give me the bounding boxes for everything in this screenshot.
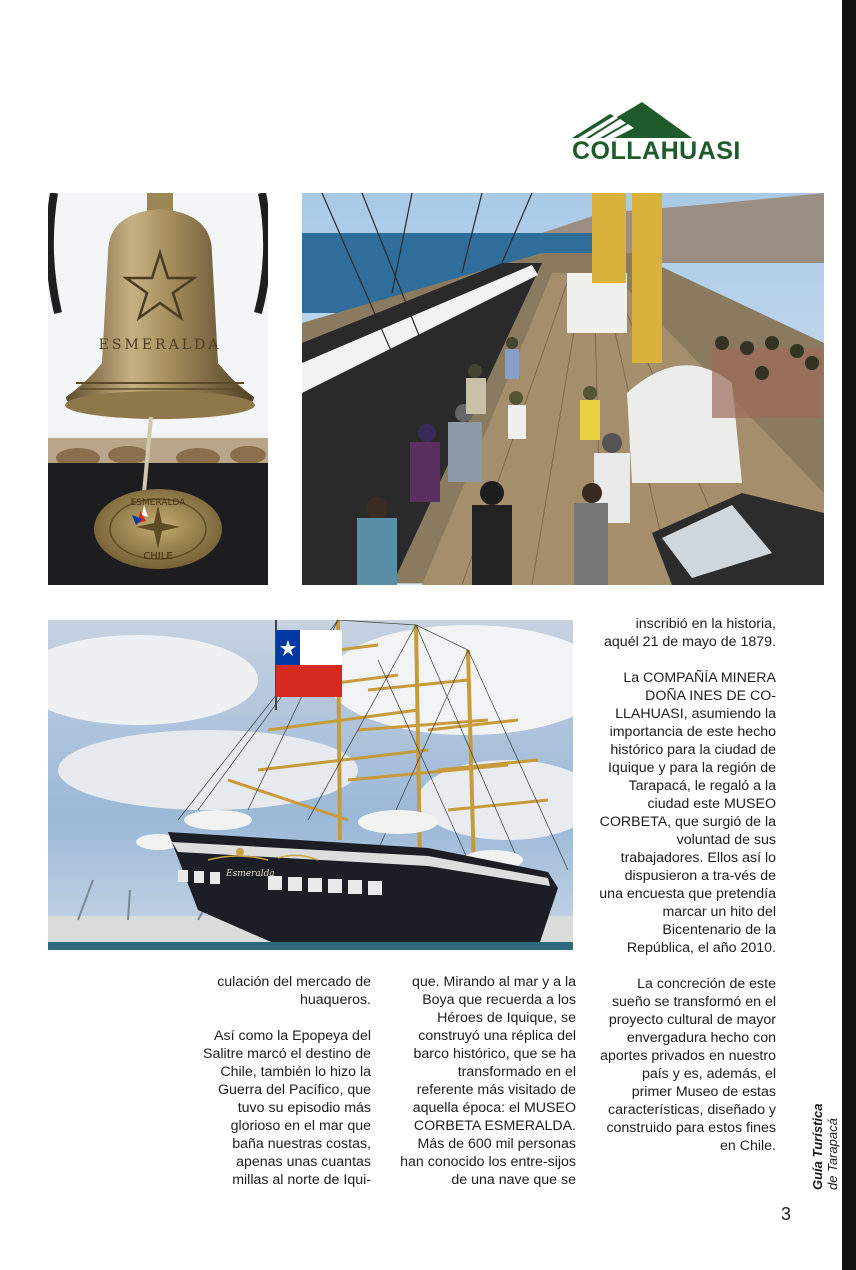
logo-wordmark: COLLAHUASI: [572, 137, 741, 165]
photo-ship: [48, 620, 573, 950]
side-label-subtitle: de Tarapacá: [825, 1118, 840, 1190]
photo-deck: [302, 193, 824, 585]
page-number: 3: [781, 1204, 792, 1224]
paragraph: que. Mirando al mar y a la Boya que recuerda a los Héroes de Iquique, se construyó una réplica del barco histórico, que se ha transformado en el referente más visitado de aquella época: el MUSEO CORBETA ESMERALDA. Más de 600 mil personas han conocido los entre-sijos de una nave que se: [400, 974, 576, 1188]
text-column-left: [196, 973, 371, 1207]
guide-side-label: [810, 1104, 840, 1190]
side-label-title: Guía Turística: [810, 1103, 825, 1190]
text-column-middle: [400, 973, 576, 1207]
photo-bell: [48, 193, 268, 585]
paragraph: La COMPAÑÍA MINERA DOÑA INES DE CO-LLAHUASI, asumiendo la importancia de este hecho histórico para la ciudad de Iquique y para la región de Tarapacá, le regaló a la ciudad este MUSEO CORBETA, que surgió de la voluntad de sus trabajadores. Ellos así lo dispusieron a tra-vés de una encuesta que pretendía marcar un hito del Bicentenario de la República, el año 2010.: [599, 670, 776, 956]
paragraph: Así como la Epopeya del Salitre marcó el destino de Chile, también lo hizo la Guerra del Pacífico, que tuvo su episodio más glorioso en el mar que baña nuestras costas, apenas unas cuantas millas al norte de Iqui-: [203, 1028, 371, 1188]
page-edge-bar: [842, 0, 856, 1270]
bell-engraving: ESMERALDA: [98, 337, 222, 353]
ship-hull-name: Esmeralda: [226, 869, 275, 879]
paragraph: inscribió en la historia, aquél 21 de mayo de 1879.: [604, 616, 776, 650]
text-column-right: [598, 615, 776, 1173]
paragraph: culación del mercado de huaqueros.: [217, 974, 371, 1008]
collahuasi-logo: [572, 100, 824, 164]
bell-base-text-top: ESMERALDA: [130, 498, 186, 508]
bell-base-text-bottom: CHILE: [143, 551, 173, 562]
mountain-logo-icon: [572, 100, 824, 140]
paragraph: La concreción de este sueño se transformó en el proyecto cultural de mayor envergadura hecho con aportes privados en nuestro país y es, además, el primer Museo de estas características, diseñado y construido para estos fines en Chile.: [600, 976, 776, 1154]
